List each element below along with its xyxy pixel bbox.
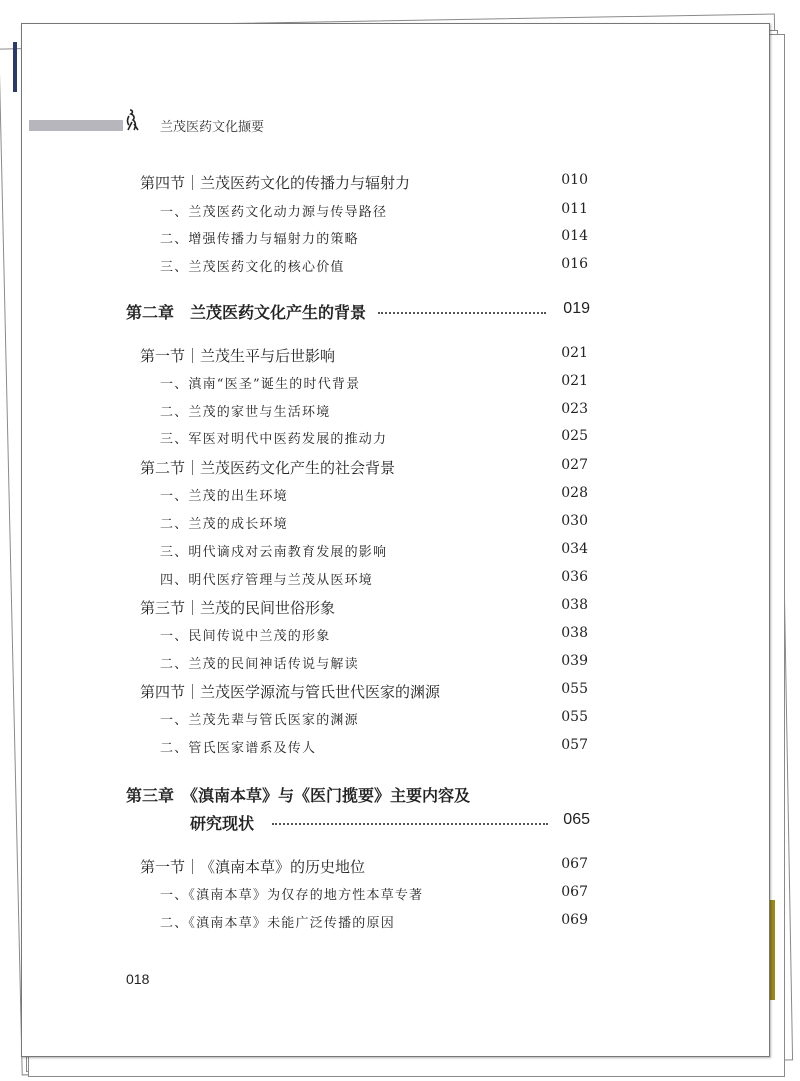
toc-entry-page: 065	[563, 811, 590, 828]
toc-entry-title: 一、兰茂医药文化动力源与传导路径	[160, 205, 388, 220]
toc-entry[interactable]	[0, 373, 800, 395]
toc-entry-page: 010	[561, 172, 588, 188]
toc-entry-title: 一、滇南“医圣”诞生的时代背景	[160, 377, 361, 392]
toc-entry-title: 四、明代医疗管理与兰茂从医环境	[160, 573, 374, 588]
toc-entry[interactable]	[0, 485, 800, 507]
toc-entry-page: 025	[561, 428, 588, 444]
toc-entry-page: 021	[561, 373, 588, 389]
toc-entry[interactable]	[0, 912, 800, 934]
toc-entry[interactable]	[0, 541, 800, 563]
toc-entry-page: 067	[561, 856, 588, 872]
toc-entry[interactable]	[0, 228, 800, 250]
toc-entry-page: 023	[561, 401, 588, 417]
toc-entry[interactable]	[0, 457, 800, 479]
toc-entry-title: 第一节｜《滇南本草》的历史地位	[140, 858, 366, 876]
toc-entry[interactable]	[0, 681, 800, 703]
toc-entry-page: 016	[561, 256, 588, 272]
toc-entry-page: 036	[561, 569, 588, 585]
toc-entry[interactable]	[0, 653, 800, 675]
toc-entry[interactable]	[0, 201, 800, 223]
dot-leader	[272, 823, 548, 825]
toc-entry-title: 三、兰茂医药文化的核心价值	[160, 260, 345, 275]
toc-entry-title: 一、《滇南本草》为仅存的地方性本草专著	[160, 888, 424, 903]
toc-entry-page: 030	[561, 513, 588, 529]
toc-entry[interactable]	[0, 428, 800, 450]
toc-entry[interactable]	[0, 300, 800, 322]
toc-entry[interactable]	[0, 625, 800, 647]
dot-leader	[378, 312, 546, 314]
toc-entry[interactable]	[0, 172, 800, 194]
toc-entry[interactable]	[0, 884, 800, 906]
toc-entry-title: 一、民间传说中兰茂的形象	[160, 629, 331, 644]
toc-entry[interactable]	[0, 256, 800, 278]
toc-entry-title: 第二章 兰茂医药文化产生的背景	[126, 303, 367, 322]
toc-entry-title: 第二节｜兰茂医药文化产生的社会背景	[140, 459, 396, 477]
toc-entry-title: 第四节｜兰茂医药文化的传播力与辐射力	[140, 174, 411, 192]
toc-entry[interactable]	[0, 811, 800, 833]
toc-entry-title: 二、兰茂的家世与生活环境	[160, 405, 331, 420]
toc-entry-title: 第一节｜兰茂生平与后世影响	[140, 347, 336, 365]
toc-entry-page: 067	[561, 884, 588, 900]
toc-entry-page: 055	[561, 709, 588, 725]
toc-entry[interactable]	[0, 569, 800, 591]
toc-entry-title: 研究现状	[190, 814, 255, 833]
toc-entry-title: 二、增强传播力与辐射力的策略	[160, 232, 359, 247]
back-sheet-accent	[13, 42, 17, 92]
toc-entry-title: 三、军医对明代中医药发展的推动力	[160, 432, 388, 447]
toc-entry[interactable]	[0, 345, 800, 367]
toc-entry-page: 057	[561, 737, 588, 753]
toc-entry[interactable]	[0, 783, 800, 805]
toc-entry-title: 三、明代谪戍对云南教育发展的影响	[160, 545, 388, 560]
toc-entry[interactable]	[0, 856, 800, 878]
toc-entry-page: 019	[563, 300, 590, 317]
toc-entry-page: 014	[561, 228, 588, 244]
toc-entry-page: 069	[561, 912, 588, 928]
toc-entry-title: 一、兰茂的出生环境	[160, 489, 288, 504]
toc-entry-title: 二、管氏医家谱系及传人	[160, 741, 317, 756]
toc-entry-title: 一、兰茂先辈与管氏医家的渊源	[160, 713, 359, 728]
toc-entry-title: 第三节｜兰茂的民间世俗形象	[140, 599, 336, 617]
toc-entry[interactable]	[0, 513, 800, 535]
toc-entry[interactable]	[0, 401, 800, 423]
toc-entry[interactable]	[0, 597, 800, 619]
toc-entry-page: 055	[561, 681, 588, 697]
toc-entry-title: 二、兰茂的民间神话传说与解读	[160, 657, 359, 672]
toc-entry-title: 第四节｜兰茂医学源流与管氏世代医家的渊源	[140, 683, 441, 701]
toc-entry-title: 二、《滇南本草》未能广泛传播的原因	[160, 916, 395, 931]
toc-entry-page: 038	[561, 597, 588, 613]
toc-entry-page: 038	[561, 625, 588, 641]
toc-entry-page: 011	[561, 201, 588, 217]
toc-entry-title: 第三章 《滇南本草》与《医门揽要》主要内容及	[126, 786, 471, 805]
toc-entry[interactable]	[0, 737, 800, 759]
running-header-title: 兰茂医药文化撷要	[160, 120, 265, 135]
toc-entry-page: 034	[561, 541, 588, 557]
toc-entry-page: 021	[561, 345, 588, 361]
page-number: 018	[126, 971, 150, 987]
header-bar	[29, 120, 123, 131]
toc-entry-page: 028	[561, 485, 588, 501]
figure-logo-icon	[124, 108, 140, 132]
toc-entry-page: 039	[561, 653, 588, 669]
toc-entry-page: 027	[561, 457, 588, 473]
toc-entry-title: 二、兰茂的成长环境	[160, 517, 288, 532]
toc-entry[interactable]	[0, 709, 800, 731]
